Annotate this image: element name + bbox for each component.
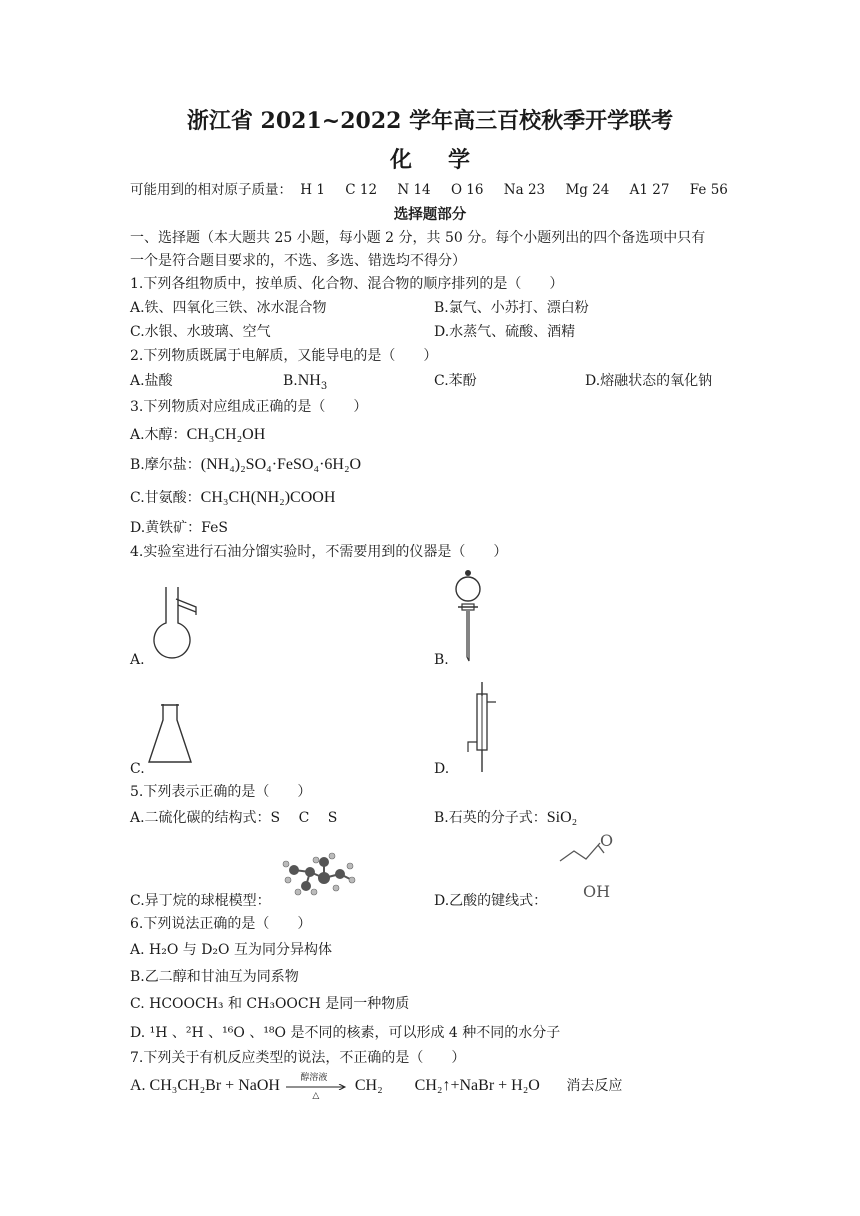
reaction-products: CH₂ CH₂↑+NaBr + H₂O <box>354 1077 540 1094</box>
option-label: B.石英的分子式： <box>434 810 547 826</box>
question-2-option-b <box>283 372 327 396</box>
reaction-arrow <box>286 1073 348 1101</box>
question-5-stem: 5.下列表示正确的是（ ） <box>130 784 312 800</box>
question-6-option-d: D. ¹H 、²H 、¹⁶O 、¹⁸O 是不同的核素，可以形成 4 种不同的水分子 <box>130 1025 561 1041</box>
question-1-stem: 1.下列各组物质中，按单质、化合物、混合物的顺序排列的是（ ） <box>130 276 564 292</box>
question-5-option-a: A.二硫化碳的结构式：S C S <box>130 810 338 826</box>
option-formula: NH <box>297 372 321 389</box>
question-5-option-b <box>434 809 577 827</box>
section-heading: 选择题部分 <box>393 206 467 223</box>
question-2-option-c: C.苯酚 <box>434 373 477 389</box>
option-prefix: B. <box>283 373 298 389</box>
question-3-option-b <box>130 456 361 474</box>
atomic-mass-item: A1 27 <box>629 182 670 198</box>
question-5-option-c: C.异丁烷的球棍模型： <box>130 893 271 909</box>
question-3-option-d: D.黄铁矿：FeS <box>130 520 228 536</box>
atomic-mass-item: N 14 <box>397 182 431 198</box>
atomic-mass-item: Mg 24 <box>565 182 610 198</box>
question-3-option-a <box>130 426 265 444</box>
question-4-option-d: D. <box>434 761 450 777</box>
option-label: B.摩尔盐： <box>130 457 201 473</box>
reaction-condition-bottom: △ <box>312 1091 320 1101</box>
atomic-mass-item: H 1 <box>300 182 325 198</box>
condenser-icon <box>462 680 502 780</box>
atomic-mass-item: Fe 56 <box>689 182 728 198</box>
question-5-option-d: D.乙酸的键线式： <box>434 893 548 909</box>
oxygen-atom-label: O <box>600 831 614 850</box>
question-2-option-d: D.熔融状态的氧化钠 <box>585 373 713 389</box>
question-6-option-c: C. HCOOCH₃ 和 CH₃OOCH 是同一种物质 <box>130 996 410 1012</box>
conical-flask-icon <box>146 702 194 768</box>
question-6-stem: 6.下列说法正确的是（ ） <box>130 916 312 932</box>
atomic-mass-line <box>130 178 744 198</box>
exam-title: 浙江省 2021~2022 学年高三百校秋季开学联考 <box>186 108 674 134</box>
atomic-mass-item: C 12 <box>345 182 378 198</box>
atomic-mass-item: O 16 <box>450 182 484 198</box>
question-6-option-b: B.乙二醇和甘油互为同系物 <box>130 969 299 985</box>
question-4-option-a: A. <box>130 652 145 668</box>
reaction-type: 消去反应 <box>566 1078 623 1094</box>
exam-subject: 化学 <box>389 147 506 173</box>
reaction-reactants: A. CH₃CH₂Br + NaOH <box>130 1077 280 1094</box>
question-3-stem: 3.下列物质对应组成正确的是（ ） <box>130 399 368 415</box>
question-7-stem: 7.下列关于有机反应类型的说法，不正确的是（ ） <box>130 1050 466 1066</box>
distillation-flask-icon <box>148 585 204 665</box>
reaction-condition-top: 醇溶液 <box>300 1073 328 1083</box>
question-1-option-a: A.铁、四氧化三铁、冰水混合物 <box>130 300 327 316</box>
formula-subscript: 3 <box>320 380 328 392</box>
option-formula: CH₃CH(NH₂)COOH <box>200 489 336 506</box>
option-formula: (NH₄)₂SO₄·FeSO₄·6H₂O <box>200 456 362 473</box>
hydroxyl-label: OH <box>583 882 611 901</box>
section-intro-line2: 一个是符合题目要求的，不选、多选、错选均不得分） <box>130 253 466 269</box>
question-6-option-a: A. H₂O 与 D₂O 互为同分异构体 <box>130 942 332 958</box>
question-4-stem: 4.实验室进行石油分馏实验时，不需要用到的仪器是（ ） <box>130 544 508 560</box>
question-1-option-d: D.水蒸气、硫酸、酒精 <box>434 324 576 340</box>
isobutane-ball-stick-model <box>280 850 360 896</box>
question-7-option-a <box>130 1073 623 1101</box>
option-formula: SiO₂ <box>546 809 578 826</box>
option-label: C.甘氨酸： <box>130 490 201 506</box>
atomic-mass-item: Na 23 <box>503 182 546 198</box>
question-4-option-c: C. <box>130 761 145 777</box>
section-intro-line1: 一、选择题（本大题共 25 小题，每小题 2 分，共 50 分。每个小题列出的四个备选项中只有 <box>130 230 706 246</box>
question-2-option-a: A.盐酸 <box>130 373 173 389</box>
question-3-option-c <box>130 489 335 507</box>
atomic-mass-label: 可能用到的相对原子质量： <box>130 182 292 198</box>
question-2-stem: 2.下列物质既属于电解质，又能导电的是（ ） <box>130 348 438 364</box>
question-4-option-b: B. <box>434 652 449 668</box>
option-label: A.木醇： <box>130 427 187 443</box>
question-1-option-c: C.水银、水玻璃、空气 <box>130 324 271 340</box>
separatory-funnel-icon <box>452 567 488 667</box>
option-formula: CH₃CH₂OH <box>186 426 266 443</box>
question-1-option-b: B.氯气、小苏打、漂白粉 <box>434 300 589 316</box>
